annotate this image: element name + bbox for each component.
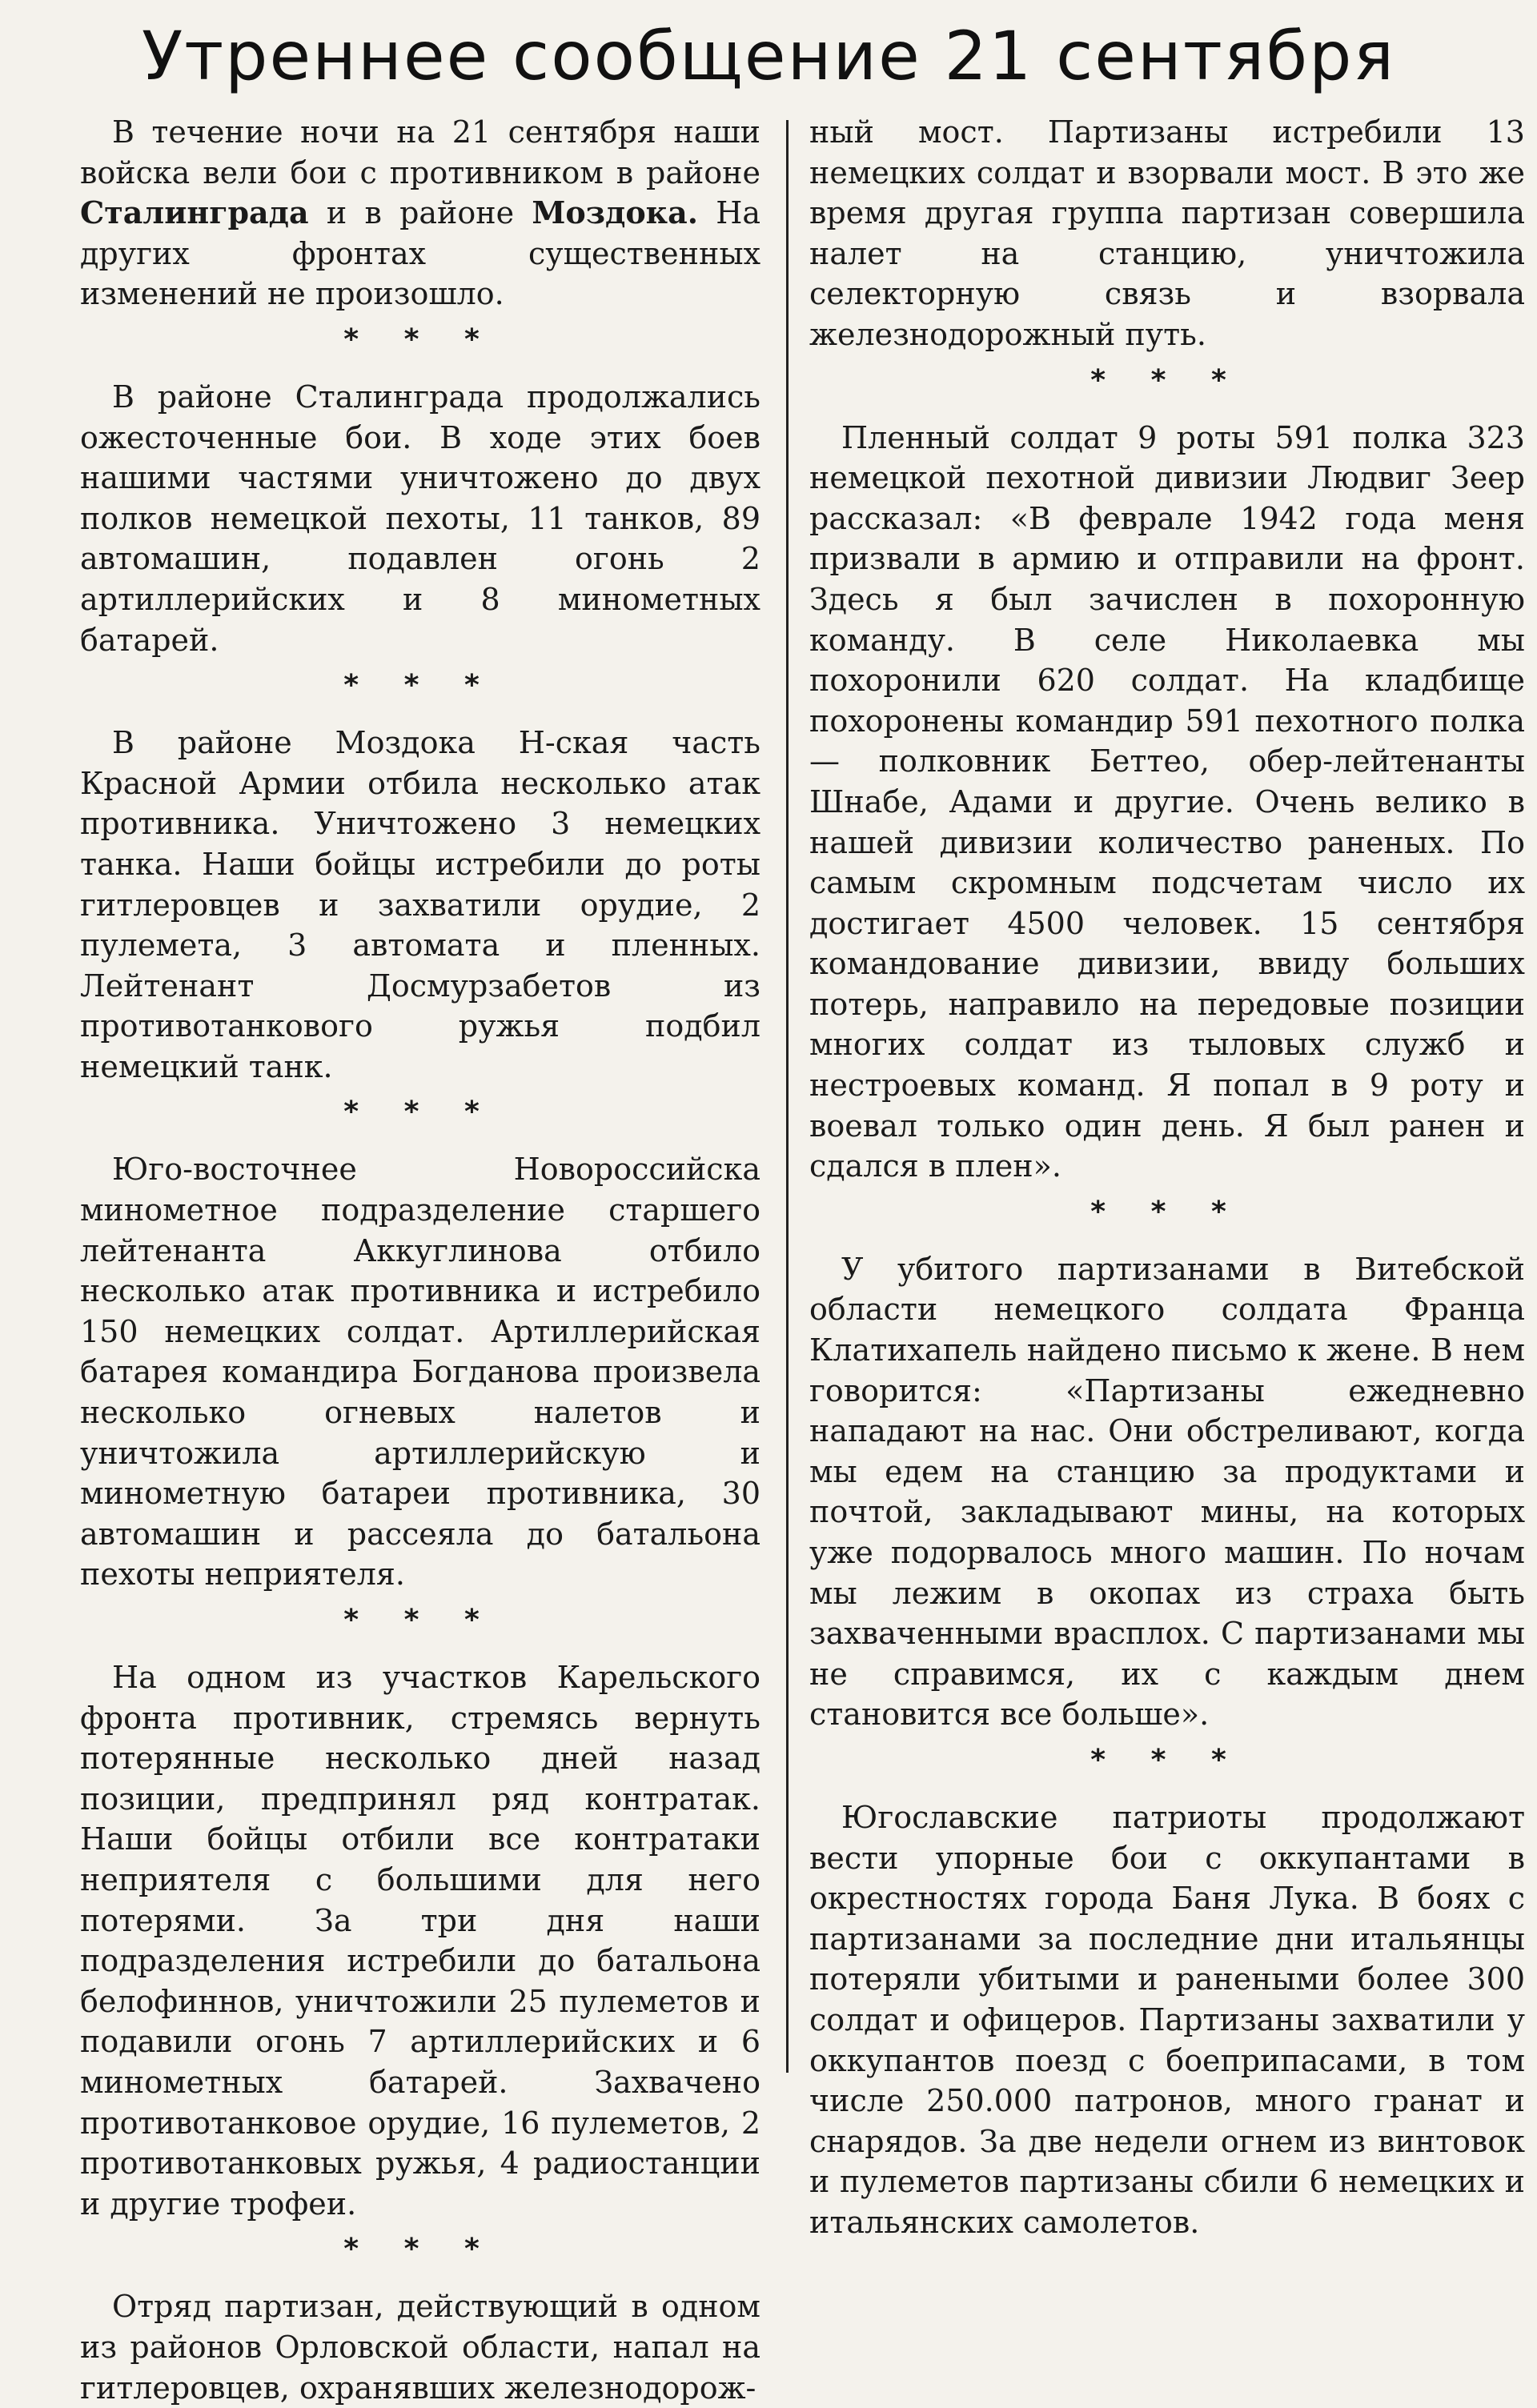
column-divider — [786, 120, 789, 2073]
left-column — [80, 112, 768, 2406]
p1-text-b: и в районе — [308, 195, 532, 231]
paragraph-prisoner-testimony: Пленный солдат 9 роты 591 полка 323 немецкой пехотной дивизии Людвиг Зеер рассказал: «В феврале 1942 года меня призвали в армию и отправили на фронт. Здесь я был зачислен в похоронную команду. В селе Николаевка мы похоронили 620 солдат. На кладбище похоронены командир 591 пехотного полка — полковник Беттео, обер-лейтенанты Шнабе, Адами и другие. Очень велико в нашей дивизии количество раненых. По самым скромным подсчетам число их достигает 4500 человек. 15 сентября командование дивизии, ввиду больших потерь, направило на передовые позиции многих солдат из тыловых служб и нестроевых команд. Я попал в 9 роту и воевал только один день. Я был ранен и сдался в плен». — [809, 419, 1525, 1184]
separator-stars: * * * — [343, 669, 497, 703]
p1-text-a: В течение ночи на 21 сентября наши войска вели бои с противником в районе — [80, 114, 760, 190]
separator-stars: * * * — [1090, 363, 1244, 397]
separator-stars: * * * — [343, 1604, 497, 1637]
separator-stars: * * * — [343, 323, 497, 356]
paragraph-stalingrad-battles: В районе Сталинграда продолжались ожесточенные бои. В ходе этих боев нашими частями уничтожено до двух полков немецкой пехоты, 11 танков, 89 автомашин, подавлен огонь 2 артиллерийских и 8 минометных батарей. — [80, 379, 760, 658]
separator-stars: * * * — [1090, 1743, 1244, 1777]
separator-stars: * * * — [1090, 1195, 1244, 1228]
paragraph-mozdok: В районе Моздока Н-ская часть Красной Армии отбила несколько атак противника. Уничтожено 3 немецких танка. Наши бойцы истребили до роты гитлеровцев и захватили орудие, 2 пулемета, 3 автомата и пленных. Лейтенант Досмурзабетов из противотанкового ружья подбил немецкий танк. — [80, 725, 760, 1084]
p1-city-stalingrad: Сталинграда — [80, 194, 309, 231]
separator-stars: * * * — [343, 1096, 497, 1129]
paragraph-vitebsk-letter: У убитого партизанами в Витебской области немецкого солдата Франца Клатихапель найдено письмо к жене. В нем говорится: «Партизаны ежедневно нападают на нас. Они обстреливают, когда мы едем на станцию за продуктами и почтой, закладывают мины, на которых уже подорвалось много машин. По ночам мы лежим в окопах из страха быть захваченными врасплох. С партизанами мы не справимся, их с каждым днем становится все больше». — [809, 1251, 1525, 1733]
p1-text-c: На других фронтах существенных изменений не произошло. — [80, 195, 761, 312]
headline: Утреннее сообщение 21 сентября — [142, 17, 1395, 95]
paragraph-orel-partisans-continued: ный мост. Партизаны истребили 13 немецких солдат и взорвали мост. В это же время другая группа партизан совершила налет на станцию, уничтожила селекторную связь и взорвала железнодорожный путь. — [809, 114, 1525, 352]
right-column — [805, 112, 1525, 2240]
paragraph-novorossiysk: Юго-восточнее Новороссийска минометное подразделение старшего лейтенанта Аккуглинова отбило несколько атак противника и истребило 150 немецких солдат. Артиллерийская батарея командира Богданова произвела несколько огневых налетов и уничтожила артиллерийскую и минометную батареи противника, 30 автомашин и рассеяла до батальона пехоты неприятеля. — [80, 1152, 760, 1593]
paragraph-stalingrad-mozdok-summary — [80, 112, 760, 315]
p1-city-mozdok: Моздока. — [532, 194, 698, 231]
separator-stars: * * * — [343, 2233, 497, 2266]
paragraph-yugoslav-patriots: Югославские патриоты продолжают вести упорные бои с оккупантами в окрестностях города Баня Лука. В боях с партизанами за последние дни итальянцы потеряли убитыми и ранеными более 300 солдат и офицеров. Партизаны захватили у оккупантов поезд с боеприпасами, в том числе 250.000 патронов, много гранат и снарядов. За две недели огнем из винтовок и пулеметов партизаны сбили 6 немецких и итальянских самолетов. — [809, 1799, 1525, 2240]
paragraph-orel-partisans: Отряд партизан, действующий в одном из районов Орловской области, напал на гитлеровцев, охранявших железнодорож- — [80, 2289, 760, 2406]
paragraph-karelian-front: На одном из участков Карельского фронта противник, стремясь вернуть потерянные несколько дней назад позиции, предпринял ряд контратак. Наши бойцы отбили все контратаки неприятеля с большими для него потерями. За три дня наши подразделения истребили до батальона белофиннов, уничтожили 25 пулеметов и подавили огонь 7 артиллерийских и 6 минометных батарей. Захвачено противотанковое орудие, 16 пулеметов, 2 противотанковых ружья, 4 радиостанции и другие трофеи. — [80, 1660, 760, 2222]
